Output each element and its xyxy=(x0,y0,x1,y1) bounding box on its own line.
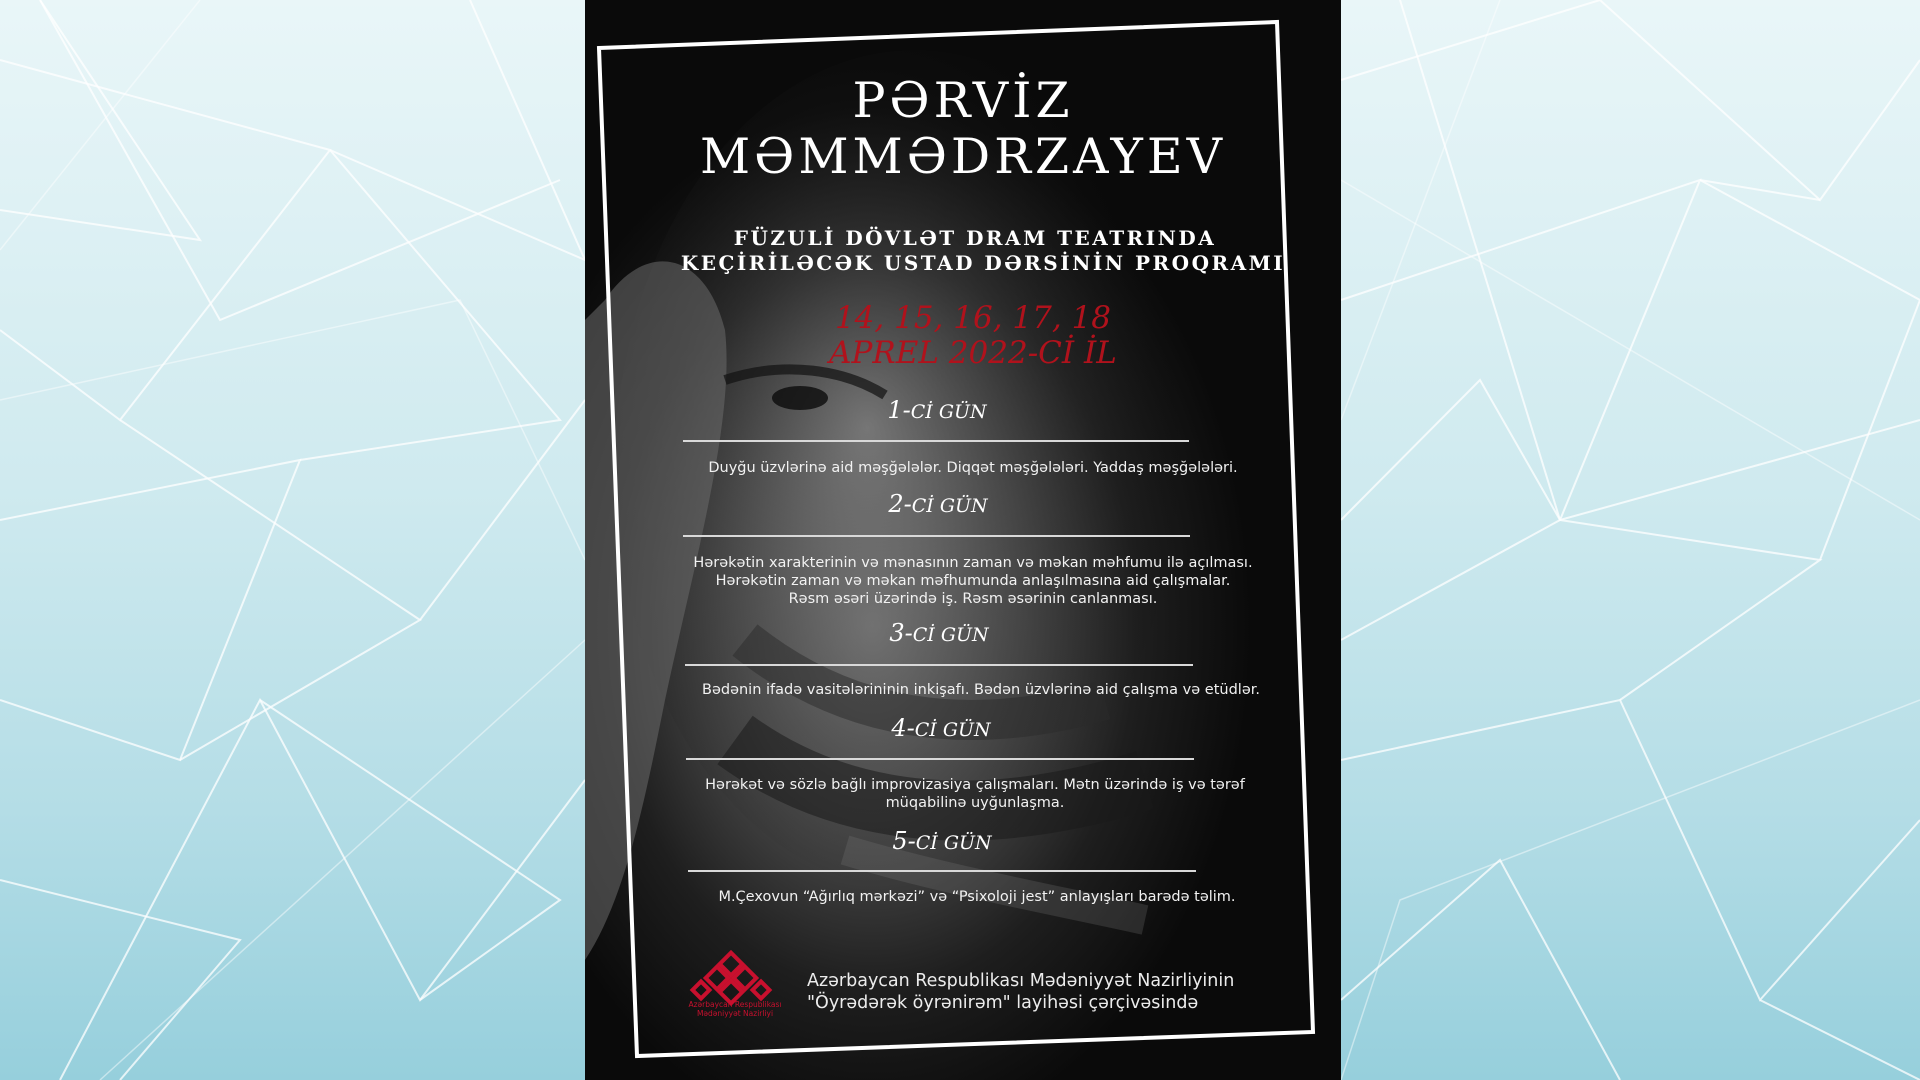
event-dates: 14, 15, 16, 17, 18 xyxy=(834,300,1112,336)
poster-name-last: MƏMMƏDRZAYEV xyxy=(700,128,1226,185)
day-2-description: Hərəkətin xarakterinin və mənasının zaman və məkan məhfumu ilə açılması. Hərəkətin zaman və məkan məfhumunda anlaşılmasına aid çalışmalar. Rəsm əsəri üzərində iş. Rəsm əsərinin canlanması. xyxy=(693,555,1253,607)
day-4-heading: 4-Cİ GÜN xyxy=(891,714,991,742)
day-1-description: Duyğu üzvlərinə aid məşğələlər. Diqqət məşğələləri. Yaddaş məşğələləri. xyxy=(708,460,1238,476)
day-1-heading: 1-Cİ GÜN xyxy=(887,396,987,424)
day-5-divider xyxy=(688,870,1196,872)
poster-subtitle-line1: FÜZULİ DÖVLƏT DRAM TEATRINDA xyxy=(733,226,1217,250)
poster-name-first: PƏRVİZ xyxy=(852,72,1074,129)
day-5-description: M.Çexovun “Ağırlıq mərkəzi” və “Psixoloji jest” anlayışları barədə təlim. xyxy=(718,889,1236,905)
day-3-heading: 3-Cİ GÜN xyxy=(889,619,989,647)
poster-subtitle-line2: KEÇİRİLƏCƏK USTAD DƏRSİNİN PROQRAMI xyxy=(680,251,1286,275)
day-4-divider xyxy=(686,758,1194,760)
day-2-divider xyxy=(683,535,1190,537)
ministry-logo-caption: Azərbaycan Respublikası Mədəniyyət Nazirliyi xyxy=(688,1000,782,1018)
day-4-description: Hərəkət və sözlə bağlı improvizasiya çalışmaları. Mətn üzərində iş və tərəf müqabilinə uyğunlaşma. xyxy=(705,777,1245,811)
day-1-divider xyxy=(683,440,1189,442)
day-5-heading: 5-Cİ GÜN xyxy=(892,827,992,855)
event-month-year: APREL 2022-Cİ İL xyxy=(829,335,1117,371)
day-3-description: Bədənin ifadə vasitələrininin inkişafı. Bədən üzvlərinə aid çalışma və etüdlər. xyxy=(702,682,1260,698)
day-3-divider xyxy=(685,664,1193,666)
day-2-heading: 2-Cİ GÜN xyxy=(888,490,988,518)
event-poster xyxy=(585,0,1341,1080)
poster-footer: Azərbaycan Respublikası Mədəniyyət Nazirliyinin "Öyrədərək öyrənirəm" layihəsi çərçivəsində xyxy=(807,971,1235,1013)
